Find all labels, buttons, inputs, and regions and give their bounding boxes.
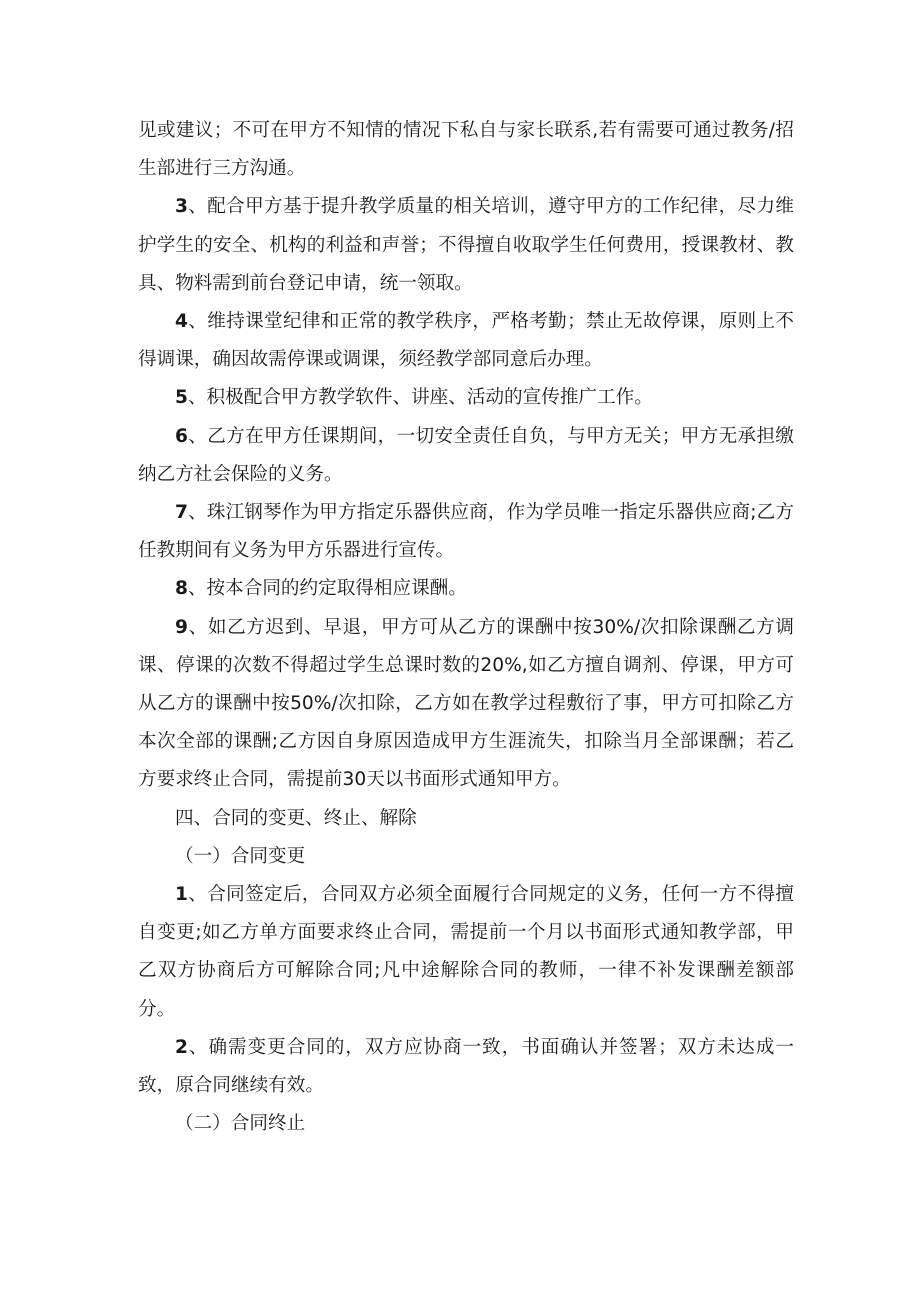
clause-number: 4 <box>175 311 188 333</box>
clause-5 <box>138 379 794 417</box>
clause-text: 、合同签定后，合同双方必须全面履行合同规定的义务，任何一方不得擅自变更;如乙方单方面要求终止合同，需提前一个月以书面形式通知教学部，甲乙双方协商后方可解除合同;凡中途解除合同的教师，一律不补发课酬差额部分。 <box>138 884 794 1020</box>
subsection-heading-termination: （二）合同终止 <box>175 1113 306 1135</box>
paragraph-continuation <box>138 112 794 188</box>
clause-number: 7 <box>175 502 188 524</box>
clause-8 <box>138 570 794 608</box>
clause-text: 、珠江钢琴作为甲方指定乐器供应商，作为学员唯一指定乐器供应商;乙方任教期间有义务为甲方乐器进行宣传。 <box>138 502 794 562</box>
clause-text: 、确需变更合同的，双方应协商一致，书面确认并签署；双方未达成一致，原合同继续有效。 <box>138 1036 794 1097</box>
clause-9 <box>138 609 794 800</box>
clause-number: 2 <box>175 1036 188 1058</box>
clause-number: 3 <box>175 196 188 218</box>
change-clause-2 <box>138 1029 794 1105</box>
clause-7 <box>138 494 794 570</box>
clause-6 <box>138 418 794 494</box>
clause-text: 、按本合同的约定取得相应课酬。 <box>187 578 467 600</box>
subsection-heading-change: （一）合同变更 <box>175 845 306 867</box>
clause-4 <box>138 303 794 379</box>
clause-text: 、积极配合甲方教学软件、讲座、活动的宣传推广工作。 <box>187 387 653 409</box>
clause-number: 6 <box>175 425 188 447</box>
clause-text: 、配合甲方基于提升教学质量的相关培训，遵守甲方的工作纪律，尽力维护学生的安全、机构的利益和声誉；不得擅自收取学生任何费用，授课教材、教具、物料需到前台登记申请，统一领取。 <box>138 196 794 294</box>
clause-text: 、维持课堂纪律和正常的教学秩序，严格考勤；禁止无故停课，原则上不得调课，确因故需停课或调课，须经教学部同意后办理。 <box>138 311 794 371</box>
clause-number: 9 <box>175 616 188 638</box>
section-heading: 四、合同的变更、终止、解除 <box>175 807 417 829</box>
clause-number: 5 <box>175 387 188 409</box>
change-clause-1 <box>138 876 794 1029</box>
clause-text: 、乙方在甲方任课期间，一切安全责任自负，与甲方无关；甲方无承担缴纳乙方社会保险的义务。 <box>138 425 794 485</box>
clause-text: 、如乙方迟到、早退，甲方可从乙方的课酬中按30%/次扣除课酬乙方调课、停课的次数不得超过学生总课时数的20%,如乙方擅自调剂、停课，甲方可从乙方的课酬中按50%/次扣除，乙方如在教学过程敷衍了事，甲方可扣除乙方本次全部的课酬;乙方因自身原因造成甲方生涯流失，扣除当月全部课酬；若乙方要求终止合同，需提前30天以书面形式通知甲方。 <box>138 616 794 791</box>
paragraph-text: 见或建议；不可在甲方不知情的情况下私自与家长联系,若有需要可通过教务/招生部进行三方沟通。 <box>138 120 794 180</box>
clause-3 <box>138 188 794 303</box>
clause-number: 1 <box>175 884 188 906</box>
contract-text <box>138 112 794 1143</box>
clause-number: 8 <box>175 578 188 600</box>
